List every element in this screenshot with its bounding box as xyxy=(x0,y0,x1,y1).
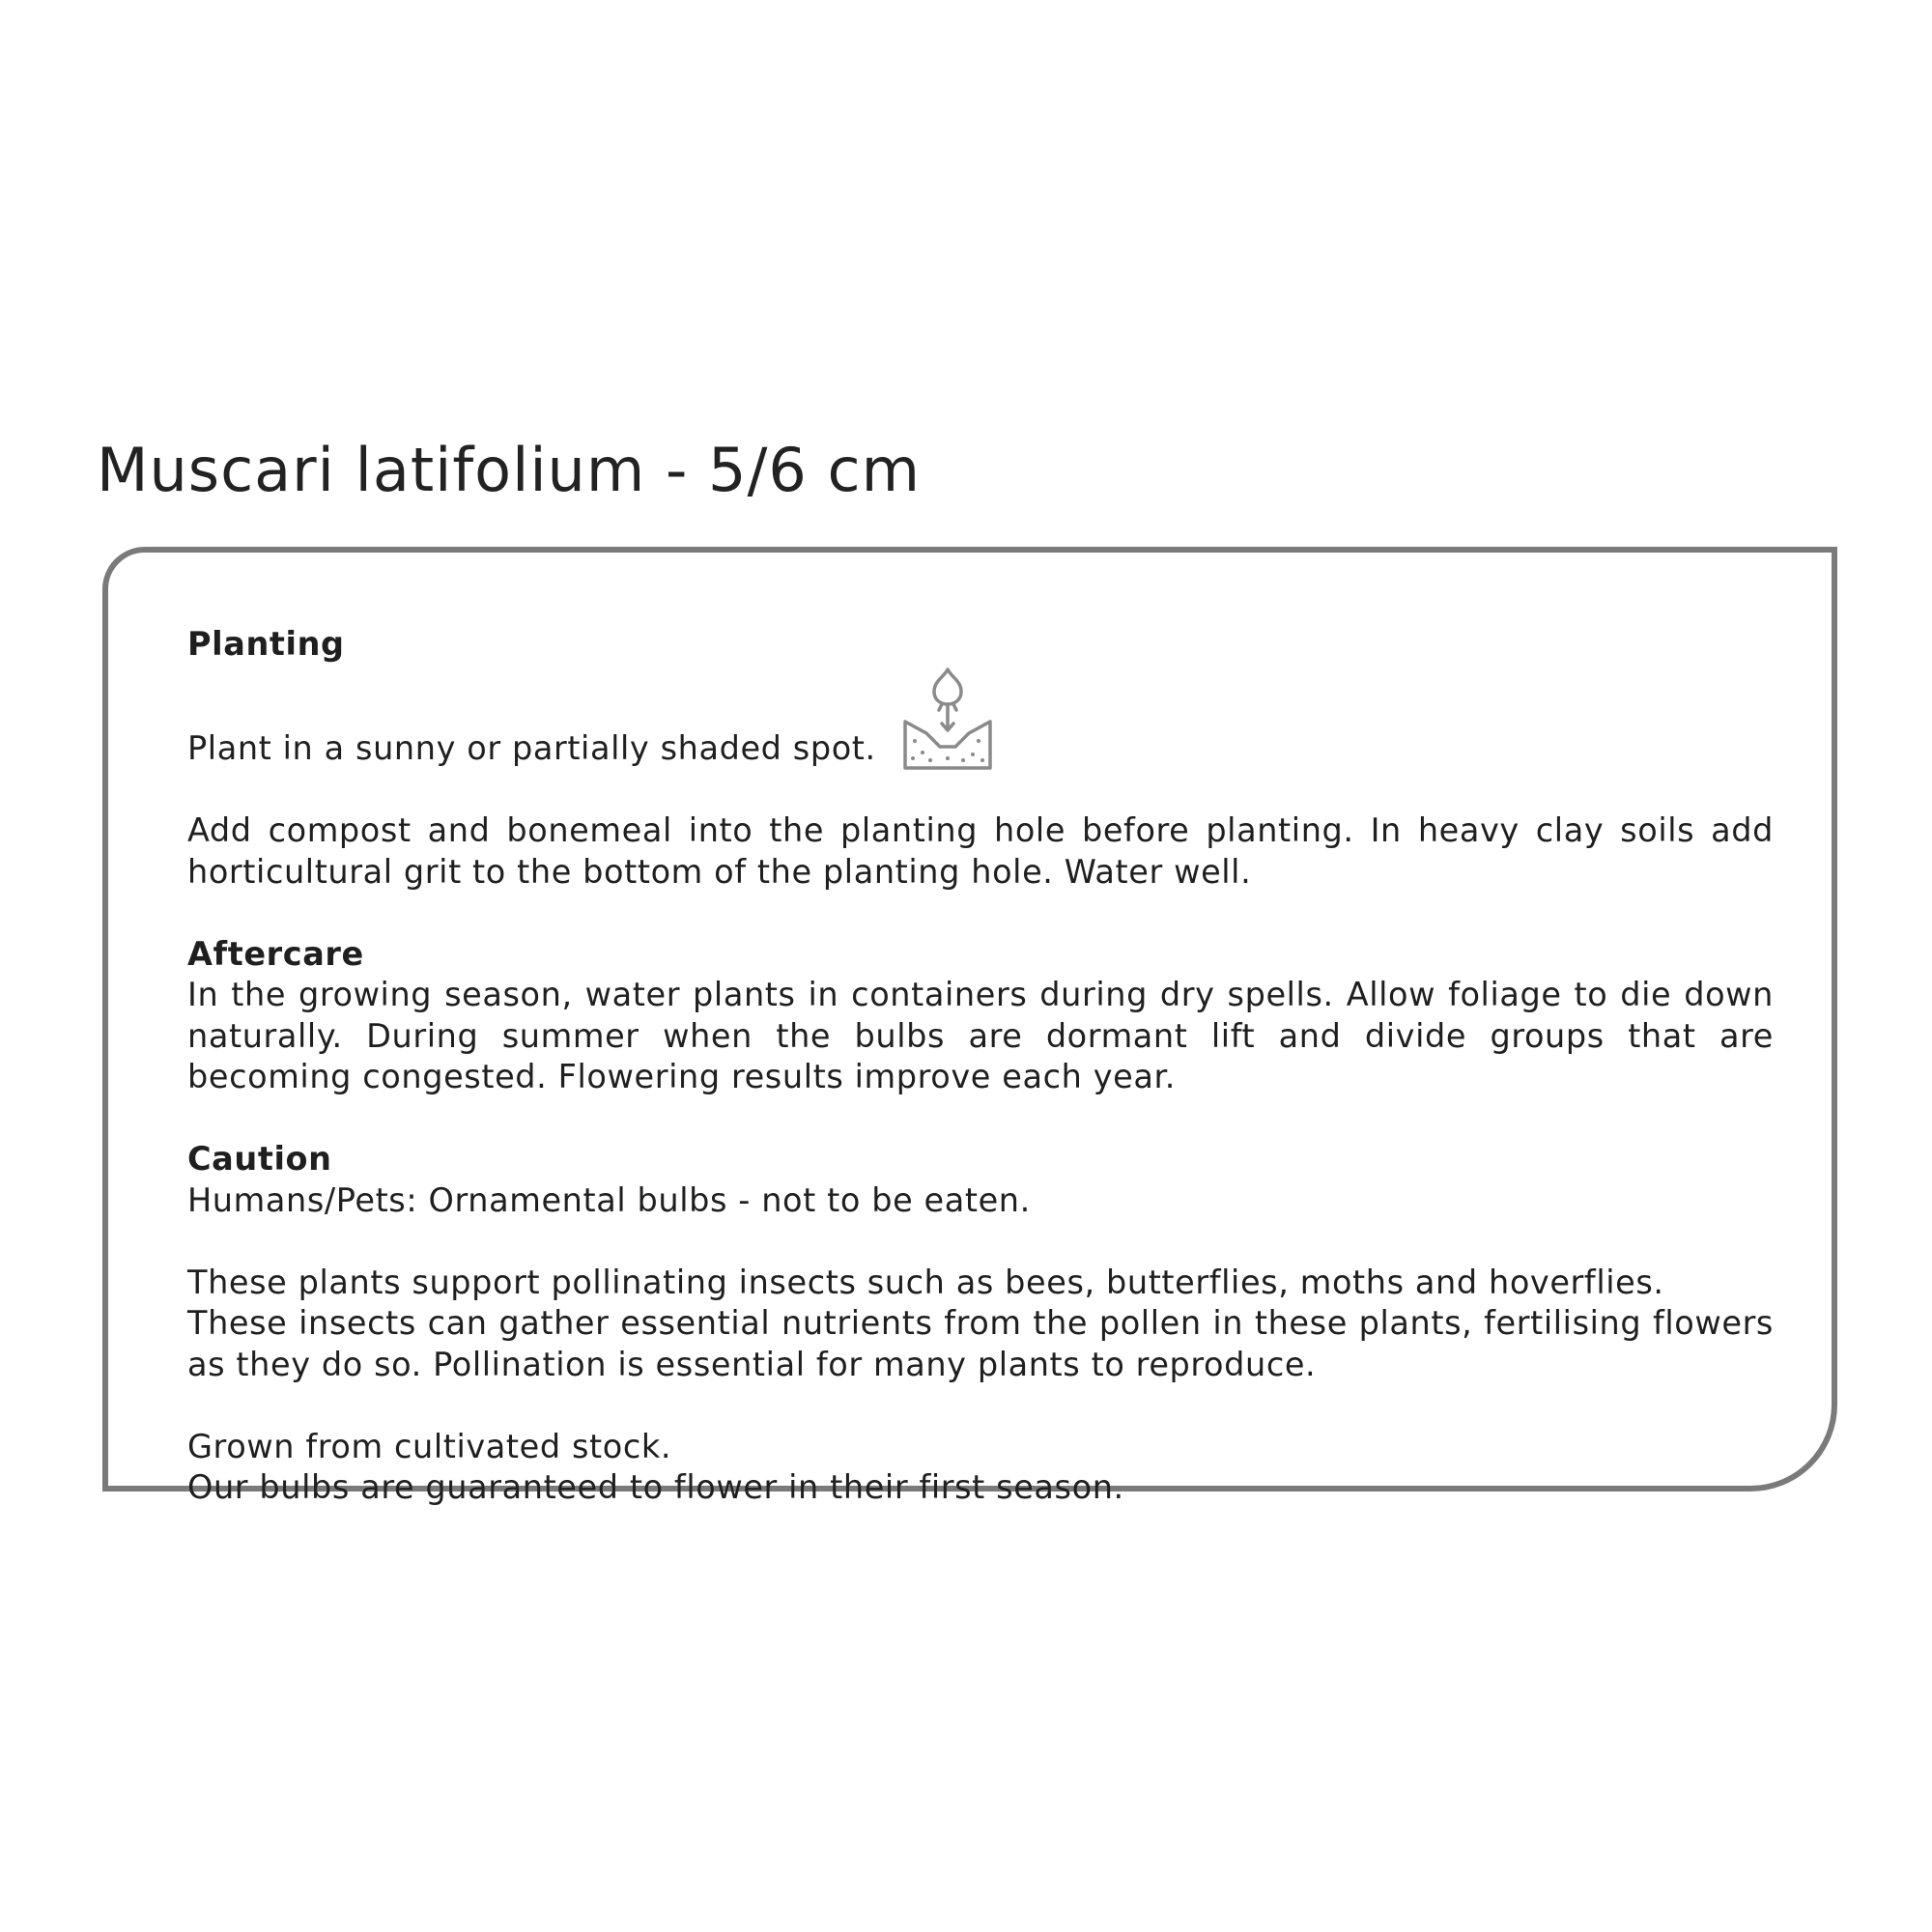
caution-heading: Caution xyxy=(187,1140,332,1178)
planting-instructions: Add compost and bonemeal into the planting hole before planting. In heavy clay soils add horticultural grit to the bottom of the planting hole. Water well. xyxy=(187,811,1774,891)
footer-line-1: Grown from cultivated stock. xyxy=(187,1427,672,1465)
pollinators-line-1: These plants support pollinating insects such as bees, butterflies, moths and hoverflies. xyxy=(187,1263,1664,1301)
page-title: Muscari latifolium - 5/6 cm xyxy=(97,435,922,505)
info-content xyxy=(187,624,1774,1509)
caution-text: Humans/Pets: Ornamental bulbs - not to be eaten. xyxy=(187,1180,1031,1219)
info-card xyxy=(102,547,1837,1506)
aftercare-heading: Aftercare xyxy=(187,934,364,973)
planting-line xyxy=(187,666,1774,770)
planting-sun-text: Plant in a sunny or partially shaded spot. xyxy=(187,729,876,767)
bulb-planting-icon xyxy=(901,666,994,774)
footer-line-2: Our bulbs are guaranteed to flower in their first season. xyxy=(187,1468,1124,1506)
pollinators-line-2: These insects can gather essential nutrients from the pollen in these plants, fertilising flowers as they do so. Pollination is essential for many plants to reproduce. xyxy=(187,1304,1774,1383)
aftercare-text: In the growing season, water plants in containers during dry spells. Allow foliage to die down naturally. During summer when the bulbs are dormant lift and divide groups that are becoming congested. Flowering results improve each year. xyxy=(187,976,1774,1095)
planting-heading: Planting xyxy=(187,625,345,663)
